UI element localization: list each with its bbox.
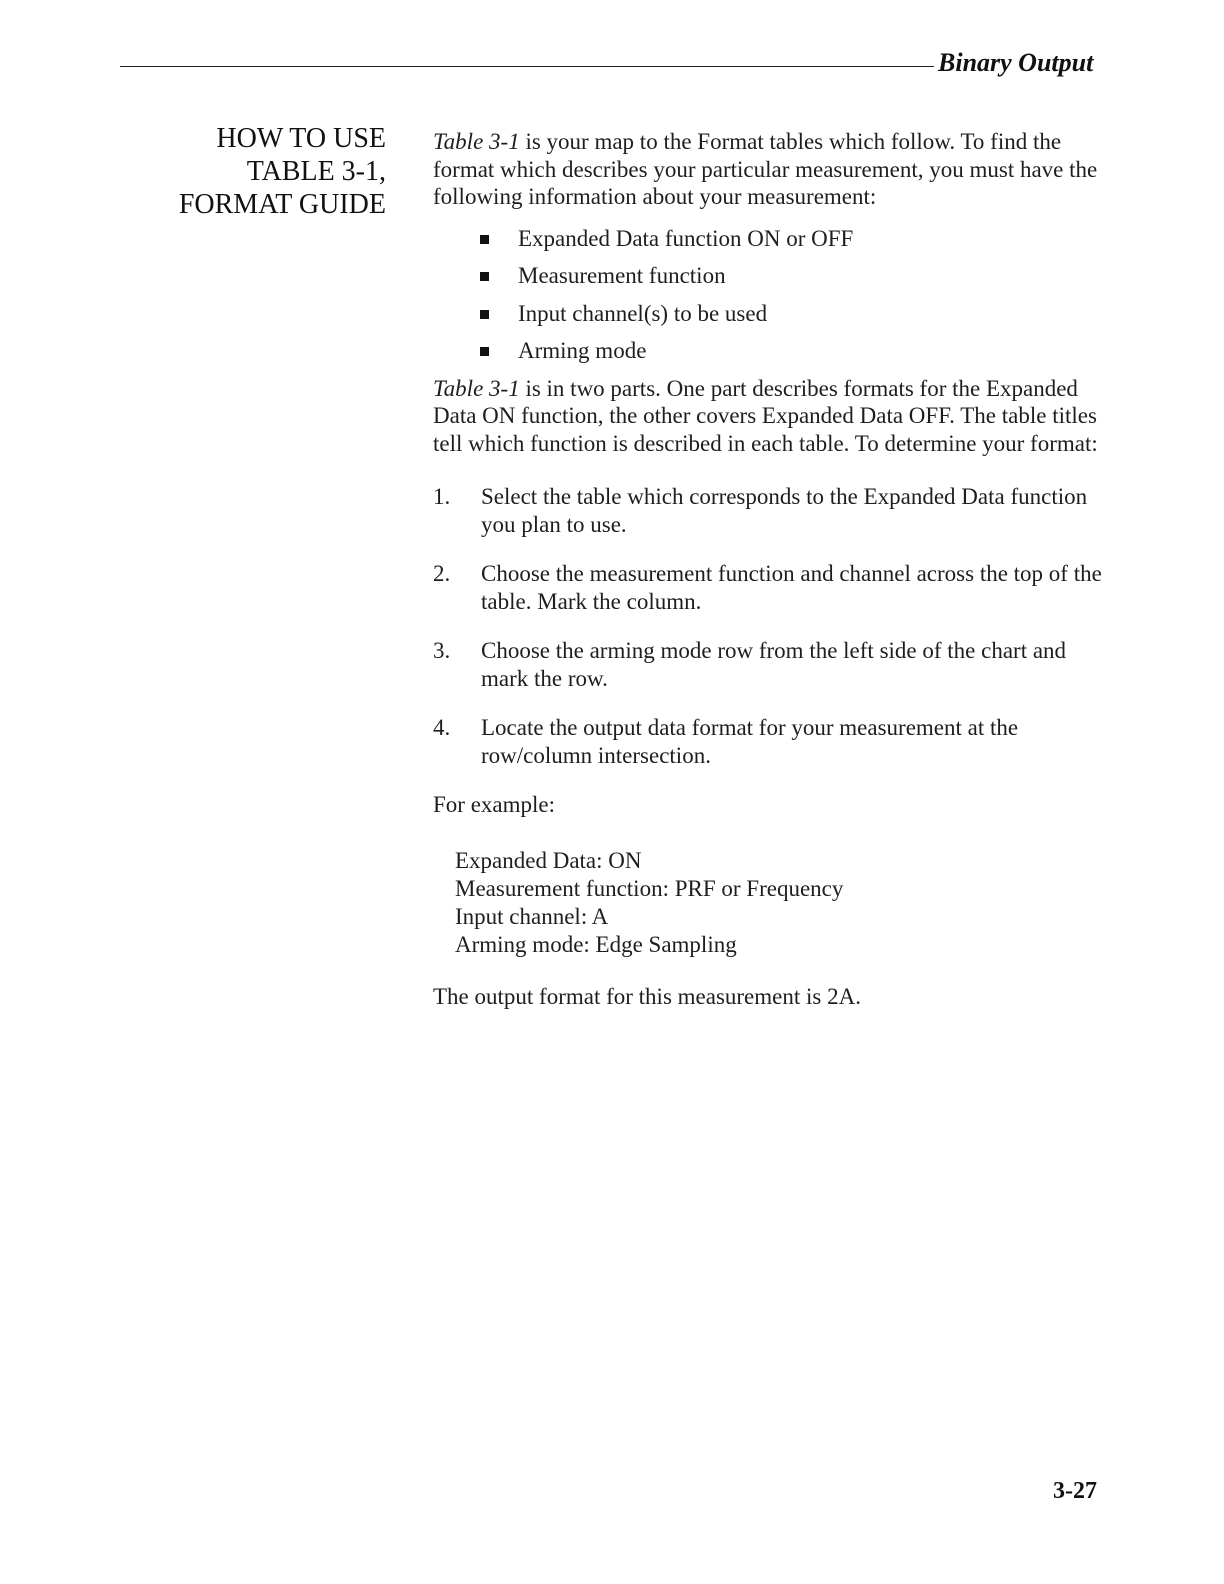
square-bullet-icon: [480, 235, 489, 244]
page-number: 3-27: [1053, 1478, 1097, 1504]
list-item-text: Arming mode: [518, 338, 647, 363]
example-intro: For example:: [433, 792, 555, 817]
list-item-text: Expanded Data function ON or OFF: [518, 225, 854, 251]
side-heading-line: HOW TO USE: [216, 123, 386, 154]
list-item: [480, 225, 1103, 252]
step-text: Choose the arming mode row from the left side of the chart and mark the row.: [481, 638, 1067, 691]
side-heading: [120, 122, 386, 221]
step-text: Locate the output data format for your measurement at the row/column intersection.: [481, 715, 1019, 768]
example-block: [455, 847, 1103, 959]
list-item-text: Measurement function: [518, 263, 726, 288]
header-rule: [120, 66, 934, 67]
square-bullet-icon: [480, 272, 489, 281]
list-item: [480, 337, 1103, 364]
step-text: Choose the measurement function and channel across the top of the table. Mark the column.: [481, 561, 1102, 614]
section-title: Binary Output: [938, 48, 1094, 77]
parts-text: is in two parts. One part describes formats for the Expanded Data ON function, the other covers Expanded Data OFF. The table titles tell which function is described in each table. To determine your format:: [433, 375, 1098, 456]
table-reference: Table 3-1: [433, 375, 520, 401]
step-number: 4.: [433, 715, 451, 740]
parts-paragraph: [433, 375, 1103, 458]
intro-paragraph: [433, 128, 1103, 211]
example-line: Expanded Data: ON: [455, 847, 642, 873]
step-number: 3.: [433, 638, 451, 663]
example-line: Input channel: A: [455, 903, 609, 929]
step-item: [433, 560, 1103, 615]
list-item: [480, 262, 1103, 289]
step-text: Select the table which corresponds to the Expanded Data function you plan to use.: [481, 484, 1088, 537]
example-result: The output format for this measurement is 2A.: [433, 983, 861, 1009]
side-heading-line: TABLE 3-1,: [246, 156, 386, 187]
table-reference: Table 3-1: [433, 129, 520, 154]
side-heading-line: FORMAT GUIDE: [178, 189, 386, 220]
step-item: [433, 714, 1103, 769]
main-content: [433, 128, 1103, 1010]
intro-text: is your map to the Format tables which follow. To find the format which describes your particular measurement, you must have the following information about your measurement:: [433, 129, 1098, 209]
steps-list: [433, 483, 1103, 769]
requirements-list: [480, 225, 1103, 365]
step-item: [433, 637, 1103, 692]
list-item-text: Input channel(s) to be used: [518, 300, 768, 326]
square-bullet-icon: [480, 310, 489, 319]
example-line: Arming mode: Edge Sampling: [455, 931, 737, 957]
step-number: 1.: [433, 484, 451, 509]
example-line: Measurement function: PRF or Frequency: [455, 875, 844, 901]
step-item: [433, 483, 1103, 538]
square-bullet-icon: [480, 347, 489, 356]
list-item: [480, 300, 1103, 327]
step-number: 2.: [433, 561, 451, 586]
